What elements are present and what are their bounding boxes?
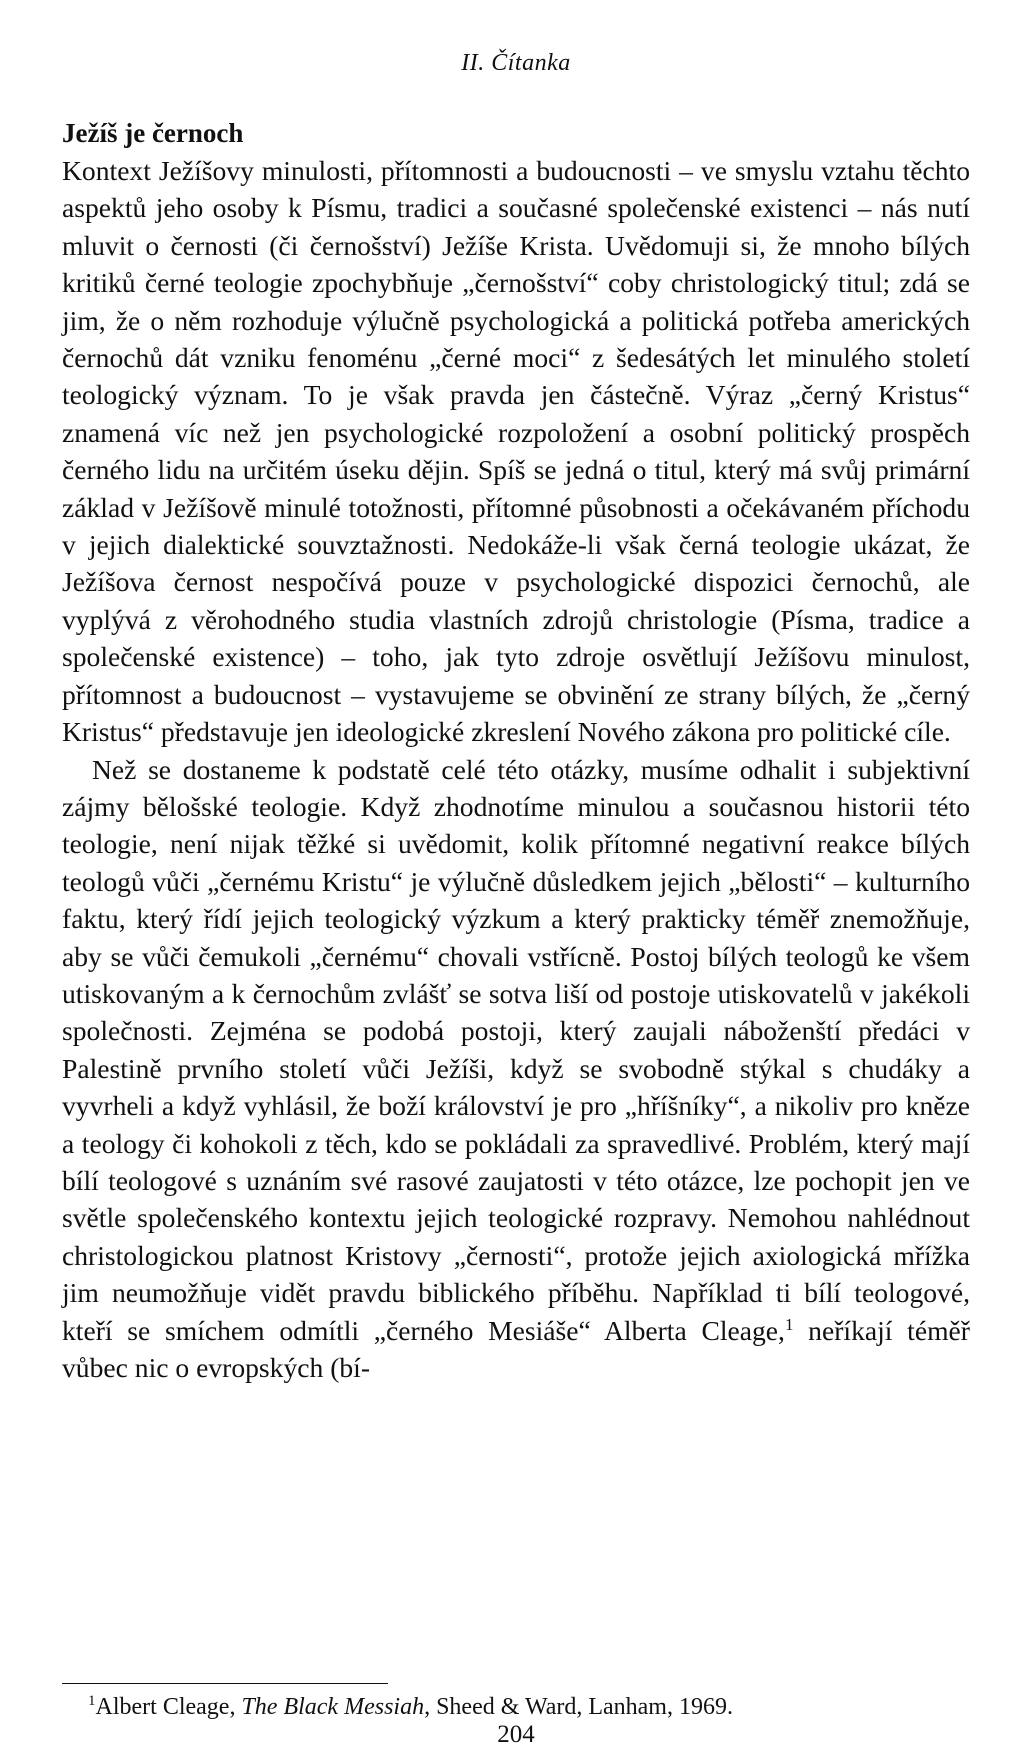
footnote-book-title: The Black Messiah [241, 1694, 425, 1720]
running-header: II. Čítanka [461, 50, 571, 76]
page-number: 204 [497, 1721, 535, 1748]
body-text [62, 152, 970, 1386]
paragraph-1 [62, 152, 970, 751]
paragraph-2-continuation: neříkají téměř vůbec nic o evropských (bí- [62, 1314, 970, 1383]
book-page [62, 0, 970, 1753]
paragraph-2-text: Než se dostaneme k podstatě celé této otázky, musíme odhalit i subjektivní zájmy bělošské teologie. Když zhodnotíme minulou a současnou historii této teologie, není nijak těžké si uvědomit, kolik přítomné negativní reakce bílých teologů vůči „černému Kristu“ je výlučně důsledkem jejich „bělosti“ – kulturního faktu, který řídí jejich teologický výzkum a který prakticky téměř znemožňuje, aby se vůči čemukoli „černému“ chovali vstřícně. Postoj bílých teologů ke všem utiskovaným a k černochům zvlášť se sotva liší od postoje utiskovatelů v jakékoli společnosti. Zejména se podobá postoji, který zaujali náboženští předáci v Palestině prvního století vůči Ježíši, když se svobodně stýkal s chudáky a vyvrheli a když vyhlásil, že boží království je pro „hříšníky“, a nikoliv pro kněze a teology či kohokoli z těch, kdo se pokládali za spravedlivé. Problém, který mají bílí teologové s uznáním své rasové zaujatosti v této otázce, lze pochopit jen ve světle společenského kontextu jejich teologické rozpravy. Nemohou nahlédnout christologickou platnost Kristovy „černosti“, protože jejich axiologická mřížka jim neumožňuje vidět pravdu biblického příběhu. Například ti bílí teologové, kteří se smíchem odmítli „černého Mesiáše“ Alberta Cleage, [62, 753, 970, 1346]
footnote-divider [62, 1683, 388, 1684]
footnote-reference[interactable]: 1 [784, 1314, 794, 1334]
paragraph-1-text: Kontext Ježíšovy minulosti, přítomnosti a budoucnosti – ve smyslu vztahu těchto aspektů jeho osoby k Písmu, tradici a současné společenské existenci – nás nutí mluvit o černosti (či černošství) Ježíše Krista. Uvědomuji si, že mnoho bílých kritiků černé teologie zpochybňuje „černošství“ coby christologický titul; zdá se jim, že o něm rozhoduje výlučně psychologická a politická potřeba amerických černochů dát vzniku fenoménu „černé moci“ z šedesátých let minulého století teologický význam. To je však pravda jen částečně. Výraz „černý Kristus“ znamená víc než jen psychologické rozpoložení a osobní politický prospěch černého lidu na určitém úseku dějin. Spíš se jedná o titul, který má svůj primární základ v Ježíšově minulé totožnosti, přítomné působnosti a očekávaném příchodu v jejich dialektické souvztažnosti. Nedokáže-li však černá teologie ukázat, že Ježíšova černost nespočívá pouze v psychologické dispozici černochů, ale vyplývá z věrohodného studia vlastních zdrojů christologie (Písma, tradice a společenské existence) – toho, jak tyto zdroje osvětlují Ježíšovu minulost, přítomnost a budoucnost – vystavujeme se obvinění ze strany bílých, že „černý Kristus“ představuje jen ideologické zkreslení Nového zákona pro politické cíle. [62, 155, 970, 748]
footnote [88, 1692, 733, 1722]
footnote-publication: , Sheed & Ward, Lanham, 1969. [424, 1694, 733, 1720]
paragraph-2 [62, 751, 970, 1387]
footnote-marker: 1 [88, 1693, 96, 1709]
section-title: Ježíš je černoch [62, 118, 244, 148]
footnote-author: Albert Cleage, [95, 1694, 242, 1720]
